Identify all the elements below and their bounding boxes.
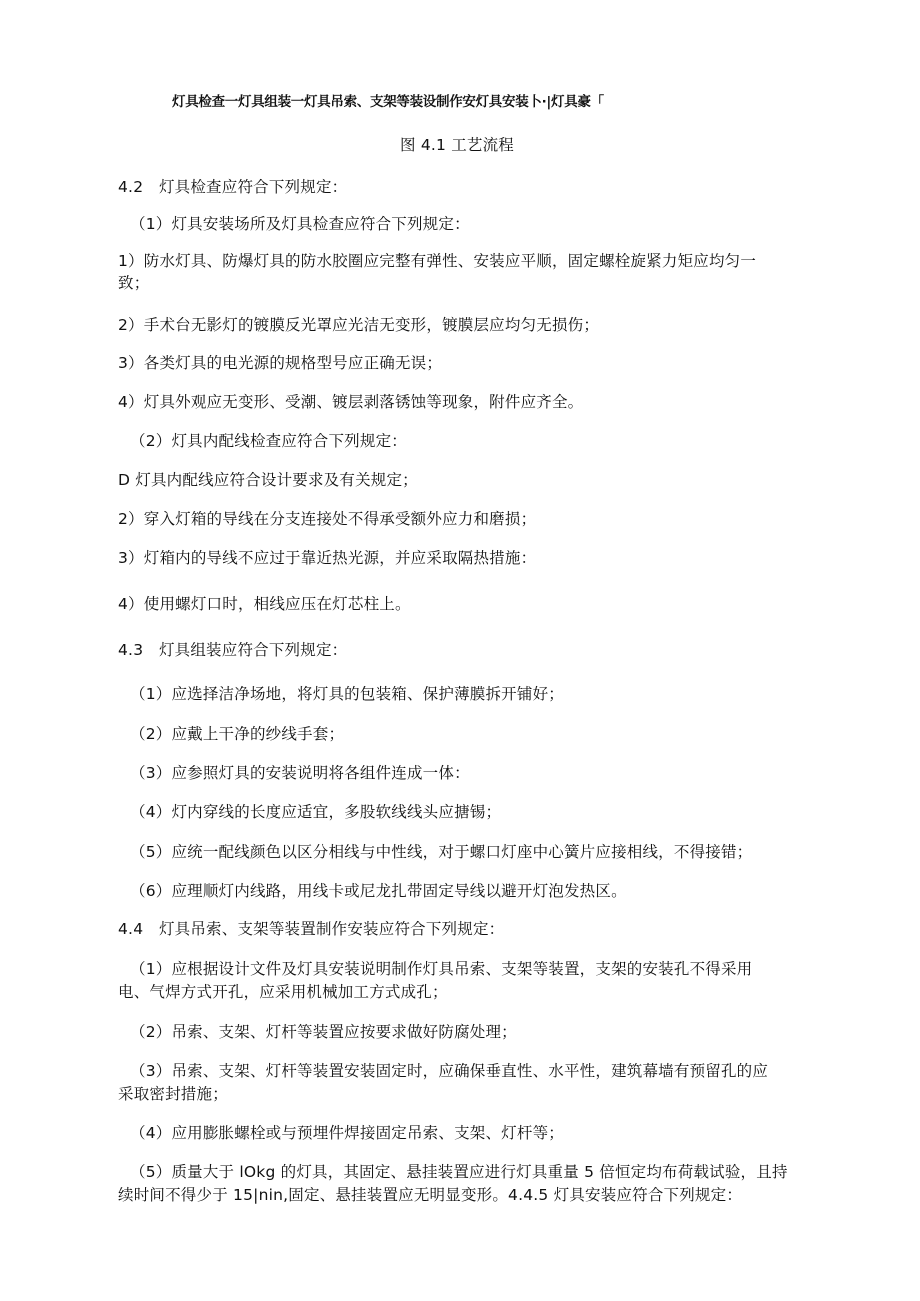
list-item-4-2-1-2: 2）手术台无影灯的镀膜反光罩应光洁无变形，镀膜层应均匀无损伤； — [118, 316, 600, 334]
section-4-4-heading: 4.4 灯具吊索、支架等装置制作安装应符合下列规定： — [118, 920, 505, 938]
list-item-4-2-2-3: 3）灯箱内的导线不应过于靠近热光源，并应采取隔热措施： — [118, 549, 537, 567]
section-4-2-heading: 4.2 灯具检查应符合下列规定： — [118, 178, 348, 196]
list-item-4-2-1-1-cont: 致； — [118, 274, 150, 292]
list-item-4-2-1-1: 1）防水灯具、防爆灯具的防水胶圈应完整有弹性、安装应平顺，固定螺栓旋紧力矩应均匀一 — [118, 252, 757, 270]
list-item-4-2-2-1: D 灯具内配线应符合设计要求及有关规定； — [118, 471, 418, 489]
list-item-4-4-1-cont: 电、气焊方式开孔，应采用机械加工方式成孔； — [118, 983, 448, 1001]
paragraph-4-2-1: （1）灯具安装场所及灯具检查应符合下列规定： — [130, 215, 470, 233]
list-item-4-2-1-4: 4）灯具外观应无变形、受潮、镀层剥落锈蚀等现象，附件应齐全。 — [118, 393, 584, 411]
list-item-4-3-6: （6）应理顺灯内线路，用线卡或尼龙扎带固定导线以避开灯泡发热区。 — [130, 882, 627, 900]
paragraph-4-2-2: （2）灯具内配线检查应符合下列规定： — [130, 432, 407, 450]
list-item-4-2-2-4: 4）使用螺灯口时，相线应压在灯芯柱上。 — [118, 595, 411, 613]
list-item-4-3-3: （3）应参照灯具的安装说明将各组件连成一体： — [130, 764, 470, 782]
process-flow-line: 灯具检查一灯具组装一灯具吊索、支架等装设制作安灯具安装卜·|灯具豪「 — [172, 94, 604, 110]
list-item-4-3-4: （4）灯内穿线的长度应适宜，多股软线线头应搪锡； — [130, 803, 502, 821]
list-item-4-4-4: （4）应用膨胀螺栓或与预埋件焊接固定吊索、支架、灯杆等； — [130, 1124, 564, 1142]
list-item-4-2-2-2: 2）穿入灯箱的导线在分支连接处不得承受额外应力和磨损； — [118, 510, 537, 528]
list-item-4-4-5-cont: 续时间不得少于 15|nin,固定、悬挂装置应无明显变形。4.4.5 灯具安装应符合下列规定： — [118, 1186, 743, 1204]
figure-caption: 图 4.1 工艺流程 — [400, 136, 515, 154]
list-item-4-3-2: （2）应戴上干净的纱线手套； — [130, 725, 345, 743]
list-item-4-4-5: （5）质量大于 lOkg 的灯具，其固定、悬挂装置应进行灯具重量 5 倍恒定均布荷载试验，且持 — [130, 1163, 788, 1181]
list-item-4-3-1: （1）应选择洁净场地，将灯具的包装箱、保护薄膜拆开铺好； — [130, 685, 564, 703]
list-item-4-4-1: （1）应根据设计文件及灯具安装说明制作灯具吊索、支架等装置，支架的安装孔不得采用 — [130, 960, 753, 978]
list-item-4-2-1-3: 3）各类灯具的电光源的规格型号应正确无误； — [118, 354, 443, 372]
list-item-4-4-2: （2）吊索、支架、灯杆等装置应按要求做好防腐处理； — [130, 1023, 517, 1041]
section-4-3-heading: 4.3 灯具组装应符合下列规定： — [118, 641, 348, 659]
list-item-4-3-5: （5）应统一配线颜色以区分相线与中性线，对于螺口灯座中心簧片应接相线，不得接错； — [130, 843, 753, 861]
list-item-4-4-3: （3）吊索、支架、灯杆等装置安装固定时，应确保垂直性、水平性，建筑幕墙有预留孔的应 — [130, 1062, 769, 1080]
list-item-4-4-3-cont: 采取密封措施； — [118, 1085, 228, 1103]
